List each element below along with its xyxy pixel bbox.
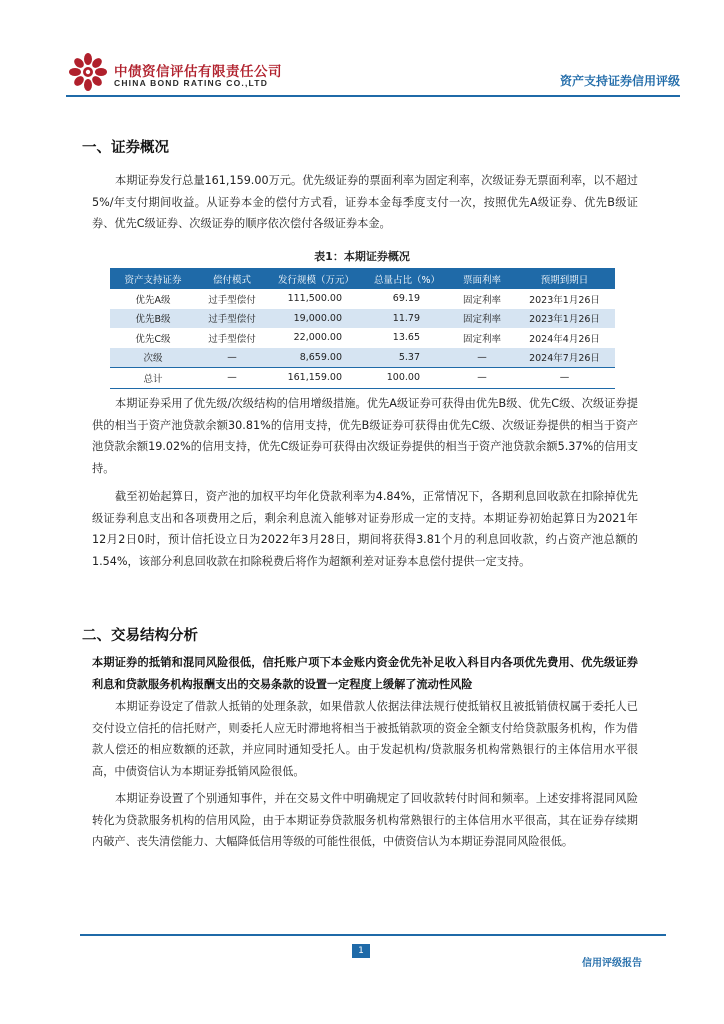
table-header-cell: 预期到期日: [514, 268, 615, 289]
table-cell: 100.00: [364, 368, 450, 389]
table-cell: —: [450, 348, 514, 368]
section-2-paragraph-1: 本期证券设定了借款人抵销的处理条款，如果借款人依据法律法规行使抵销权且被抵销债权属于委托人已交付设立信托的信托财产，则委托人应无时滞地将相当于被抵销款项的资金全额支付给贷款服务机构，作为借款人偿还的相应数额的还款，并应同时通知受托人。由于发起机构/贷款服务机构常熟银行的主体信用水平很高，中债资信认为本期证券抵销风险很低。: [92, 700, 638, 778]
page-number: 1: [352, 944, 370, 958]
table-cell: 5.37: [364, 348, 450, 368]
table-cell: 11.79: [364, 309, 450, 329]
table-cell: 8,659.00: [268, 348, 364, 368]
table-cell: 111,500.00: [287, 293, 342, 305]
table-header-cell: 票面利率: [450, 268, 514, 289]
table-cell: 2024年7月26日: [514, 348, 615, 368]
table-title: 表1：本期证券概况: [314, 250, 410, 263]
table-header-cell: 偿付模式: [196, 268, 268, 289]
table-cell: 19,000.00: [268, 309, 364, 329]
table-cell: 22,000.00: [293, 332, 342, 344]
table-cell: 过手型偿付: [208, 333, 256, 345]
page-header: [0, 0, 724, 100]
section-2-paragraph-2: 本期证券设置了个别通知事件，并在交易文件中明确规定了回收款转付时间和频率。上述安排将混同风险转化为贷款服务机构的信用风险，由于本期证券贷款服务机构常熟银行的主体信用水平很高，其在证券存续期内破产、丧失清偿能力、大幅降低信用等级的可能性很低，中债资信认为本期证券混同风险很低。: [92, 792, 638, 848]
table-cell: 固定利率: [462, 333, 501, 345]
report-type-label: 资产支持证券信用评级: [559, 74, 680, 88]
table-cell: 2024年4月26日: [529, 333, 600, 345]
table-cell: 固定利率: [450, 309, 514, 329]
company-name-en: CHINA BOND RATING CO.,LTD: [114, 78, 269, 88]
table-header-cell: 总量占比（%）: [364, 268, 450, 289]
section-1-title: 一、证券概况: [82, 140, 169, 156]
table-row: [110, 348, 615, 368]
company-name-cn: 中债资信评估有限责任公司: [114, 64, 282, 80]
table-row: [110, 289, 615, 309]
table-cell: 优先B级: [110, 309, 196, 329]
section-1-paragraph-3: 截至初始起算日，资产池的加权平均年化贷款利率为4.84%，正常情况下，各期利息回收款在扣除掉优先级证券利息支出和各项费用之后，剩余利息流入能够对证券形成一定的支持。本期证券初始起算日为2021年12月2日0时，预计信托设立日为2022年3月28日，期间将获得3.81个月的利息回收款，约占资产池总额的1.54%，该部分利息回收款在扣除税费后将作为超额利差对证券本息偿付提供一定支持。: [92, 490, 638, 568]
section-2-title: 二、交易结构分析: [82, 628, 198, 644]
table-cell: —: [196, 368, 268, 389]
table-header-cell: 资产支持证券: [110, 268, 196, 289]
table-header-row: [110, 268, 615, 289]
securities-overview-table: [110, 268, 615, 389]
table-total-row: [110, 368, 615, 389]
table-cell: —: [196, 348, 268, 368]
footer-divider: [80, 934, 666, 936]
table-cell: 总计: [110, 368, 196, 389]
table-cell: 次级: [110, 348, 196, 368]
table-cell: 固定利率: [462, 294, 501, 306]
section-1-paragraph-2: 本期证券采用了优先级/次级结构的信用增级措施。优先A级证券可获得由优先B级、优先C级、次级证券提供的相当于资产池贷款余额30.81%的信用支持，优先B级证券可获得由优先C级、次级证券提供的相当于资产池贷款余额19.02%的信用支持，优先C级证券可获得由次级证券提供的相当于资产池贷款余额5.37%的信用支持。: [92, 397, 638, 475]
table-header-cell: 发行规模（万元）: [268, 268, 364, 289]
table-cell: 过手型偿付: [208, 294, 256, 306]
table-cell: 优先A级: [135, 294, 171, 306]
table-cell: —: [450, 368, 514, 389]
table-cell: 2023年1月26日: [514, 309, 615, 329]
table-row: [110, 309, 615, 329]
table-row: [110, 328, 615, 348]
table-cell: —: [514, 368, 615, 389]
table-cell: 2023年1月26日: [529, 294, 600, 306]
table-cell: 优先C级: [135, 333, 171, 345]
table-cell: 161,159.00: [268, 368, 364, 389]
footer-label: 信用评级报告: [582, 958, 642, 969]
section-1-paragraph-1: 本期证券发行总量161,159.00万元。优先级证券的票面利率为固定利率，次级证券无票面利率，以不超过5%/年支付期间收益。从证券本金的偿付方式看，证券本金每季度支付一次，按照优先A级证券、优先B级证券、优先C级证券、次级证券的顺序依次偿付各级证券本金。: [92, 174, 638, 230]
company-logo-icon: [68, 52, 108, 92]
table-cell: 69.19: [392, 293, 420, 305]
header-divider: [66, 95, 680, 97]
table-cell: 过手型偿付: [196, 309, 268, 329]
table-cell: 13.65: [392, 332, 420, 344]
section-2-summary: 本期证券的抵销和混同风险很低，信托账户项下本金账内资金优先补足收入科目内各项优先费用、优先级证券利息和贷款服务机构报酬支出的交易条款的设置一定程度上缓解了流动性风险: [92, 656, 638, 691]
